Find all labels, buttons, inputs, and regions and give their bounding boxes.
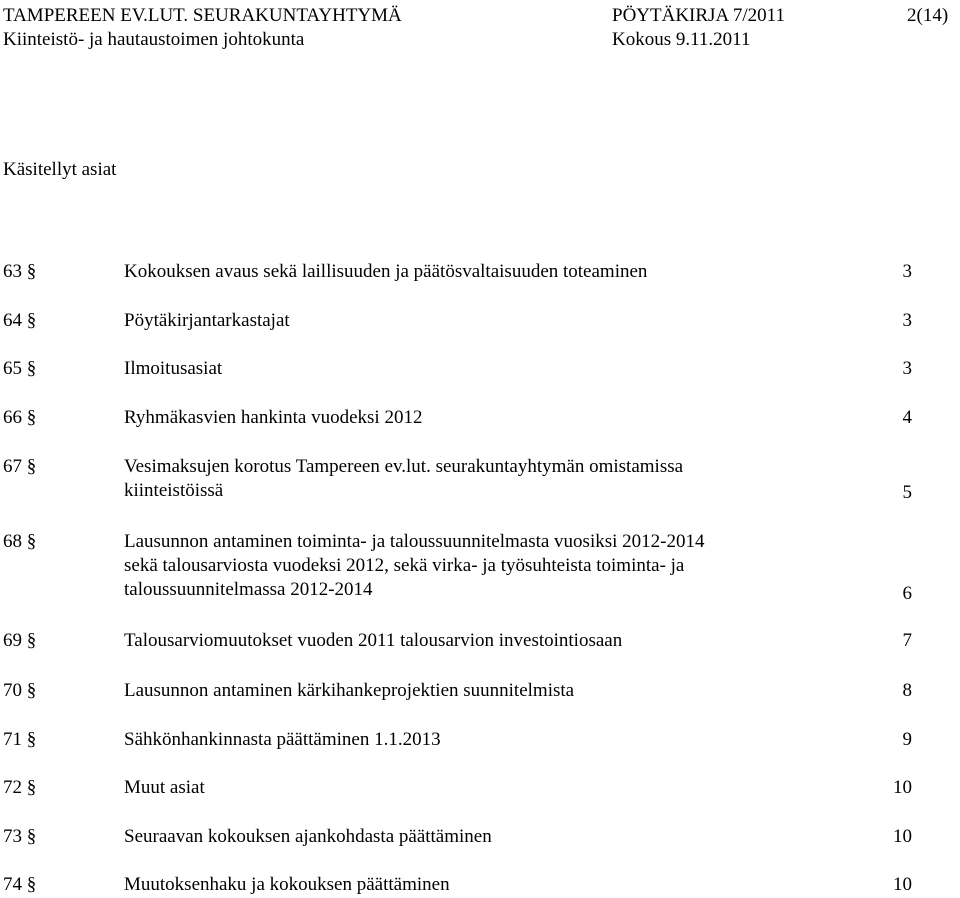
item-title: Muutoksenhaku ja kokouksen päättäminen	[124, 874, 450, 895]
item-number: 67 §	[3, 456, 37, 477]
item-number: 74 §	[3, 874, 37, 895]
item-title: Pöytäkirjantarkastajat	[124, 310, 290, 331]
header-document-title: PÖYTÄKIRJA 7/2011	[612, 5, 785, 26]
item-number: 63 §	[3, 261, 37, 282]
item-title: Sähkönhankinnasta päättäminen 1.1.2013	[124, 729, 441, 750]
item-number: 73 §	[3, 826, 37, 847]
item-title: Ilmoitusasiat	[124, 358, 223, 379]
item-number: 69 §	[3, 630, 37, 651]
item-page: 6	[902, 583, 912, 604]
item-title: Ryhmäkasvien hankinta vuodeksi 2012	[124, 407, 423, 428]
section-heading: Käsitellyt asiat	[3, 159, 117, 180]
item-page: 10	[893, 777, 912, 798]
item-number: 64 §	[3, 310, 37, 331]
item-page: 10	[893, 874, 912, 895]
item-title: Vesimaksujen korotus Tampereen ev.lut. seurakuntayhtymän omistamissa kiinteistöissä	[124, 456, 684, 501]
header-page-number: 2(14)	[907, 5, 949, 26]
item-number: 72 §	[3, 777, 37, 798]
item-title: Muut asiat	[124, 777, 205, 798]
item-title: Kokouksen avaus sekä laillisuuden ja päätösvaltaisuuden toteaminen	[124, 261, 648, 282]
item-page: 8	[902, 680, 912, 701]
item-number: 70 §	[3, 680, 37, 701]
item-title: Lausunnon antaminen kärkihankeprojektien suunnitelmista	[124, 680, 575, 701]
item-number: 68 §	[3, 531, 37, 552]
item-number: 65 §	[3, 358, 37, 379]
item-number: 66 §	[3, 407, 37, 428]
item-page: 3	[902, 358, 912, 379]
item-page: 9	[902, 729, 912, 750]
item-page: 3	[902, 261, 912, 282]
header-body-name: Kiinteistö- ja hautaustoimen johtokunta	[3, 29, 305, 50]
item-page: 3	[902, 310, 912, 331]
item-page: 4	[902, 407, 912, 428]
header-meeting-date: Kokous 9.11.2011	[612, 29, 751, 50]
header-organization: TAMPEREEN EV.LUT. SEURAKUNTAYHTYMÄ	[3, 5, 402, 26]
item-title: Talousarviomuutokset vuoden 2011 talousarvion investointiosaan	[124, 630, 623, 651]
item-page: 7	[902, 630, 912, 651]
item-title: Seuraavan kokouksen ajankohdasta päättäminen	[124, 826, 492, 847]
item-title: Lausunnon antaminen toiminta- ja taloussuunnitelmasta vuosiksi 2012-2014 sekä talousarviosta vuodeksi 2012, sekä virka- ja työsuhteista toiminta- ja taloussuunnitelmassa 2012-2014	[124, 531, 705, 600]
item-page: 5	[902, 482, 912, 503]
item-page: 10	[893, 826, 912, 847]
item-number: 71 §	[3, 729, 37, 750]
